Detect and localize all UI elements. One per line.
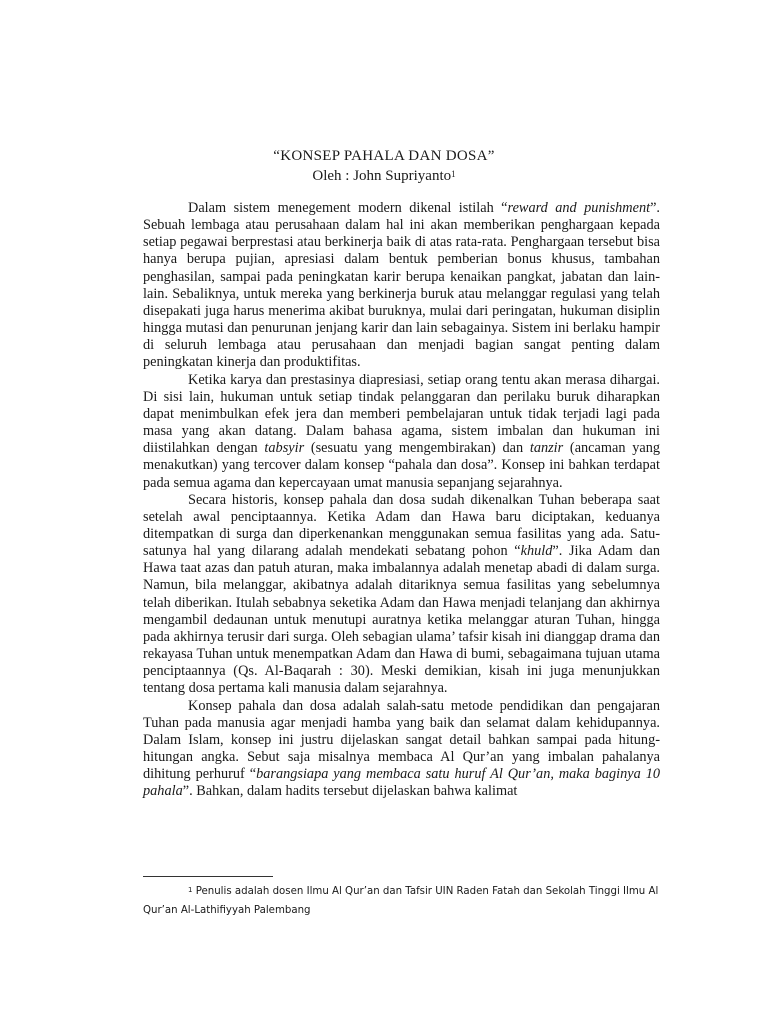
document-title: “KONSEP PAHALA DAN DOSA” xyxy=(273,148,495,164)
author-line xyxy=(0,166,768,186)
paragraph-text: (ancaman yang menakutkan) yang tercover dalam konsep “pahala dan dosa”. Konsep ini bahkan terdapat pada semua agama dan kepercayaan umat manusia sepanjang sejarahnya. xyxy=(143,440,660,491)
paragraph-text: ”. Sebuah lembaga atau perusahaan dalam hal ini akan memberikan penghargaan kepada setiap pegawai berprestasi atau berkinerja baik di atas rata-rata. Penghargaan tersebut bisa hanya berupa pujian, apresiasi dalam bentuk pemberian bonus khusus, tambahan penghasilan, sampai pada peningkatan karir berupa kenaikan pangkat, jabatan dan lain-lain. Sebaliknya, untuk mereka yang berkinerja buruk atau melanggar regulasi yang telah disepakati juga harus menerima akibat buruknya, mulai dari peringatan, hukuman disiplin hingga mutasi dan penurunan jenjang karir dan lain sebagainya. Sistem ini berlaku hampir di seluruh lembaga atau perusahaan dan menjadi bagian sangat penting dalam peningkatan kinerja dan produktifitas. xyxy=(143,200,660,371)
italic-term: reward and punishment xyxy=(507,200,651,216)
italic-term: khuld xyxy=(520,543,553,560)
footnote-line-1 xyxy=(143,882,660,901)
footnote-text-1: Penulis adalah dosen Ilmu Al Qur’an dan Tafsir UIN Raden Fatah dan Sekolah Tinggi Ilmu Al xyxy=(192,886,659,897)
footnote-separator xyxy=(143,876,273,877)
footnote-text-2: Qur’an Al-Lathifiyyah Palembang xyxy=(143,905,311,916)
footnote xyxy=(143,882,660,920)
footnote-reference[interactable]: 1 xyxy=(451,169,456,179)
paragraph-2 xyxy=(143,372,660,492)
paragraph-text: ”. Bahkan, dalam hadits tersebut dijelaskan bahwa kalimat xyxy=(182,783,518,800)
paragraph-1 xyxy=(143,200,660,372)
italic-quote: barangsiapa yang membaca satu huruf Al Qur’an, maka baginya 10 pahala xyxy=(143,766,661,800)
paragraph-4 xyxy=(143,698,660,801)
document-header xyxy=(0,147,768,186)
document-body xyxy=(143,200,660,800)
author-name: Oleh : John Supriyanto xyxy=(312,168,452,184)
paragraph-text: Ketika karya dan prestasinya diapresiasi, setiap orang tentu akan merasa dihargai. Di sisi lain, hukuman untuk setiap tindak pelanggaran dan perilaku buruk diharapkan dapat menimbulkan efek jera dan memberi pembelajaran untuk tidak terjadi lagi pada masa yang akan datang. Dalam bahasa agama, sistem imbalan dan hukuman ini diistilahkan dengan xyxy=(143,371,660,457)
paragraph-text: (sesuatu yang mengembirakan) dan xyxy=(304,440,530,457)
paragraph-text: Konsep pahala dan dosa adalah salah-satu metode pendidikan dan pengajaran Tuhan pada manusia agar menjadi hamba yang baik dan selamat dalam kehidupannya. Dalam Islam, konsep ini justru dijelaskan sangat detail bahkan sampai pada hitung-hitungan angka. Sebut saja misalnya membaca Al Qur’an yang imbalan pahalanya dihitung perhuruf “ xyxy=(143,697,660,783)
paragraph-text: Secara historis, konsep pahala dan dosa sudah dikenalkan Tuhan beberapa saat setelah awal penciptaannya. Ketika Adam dan Hawa baru diciptakan, keduanya ditempatkan di surga dan diperkenankan menggunakan semua fasilitas yang ada. Satu-satunya hal yang dilarang adalah mendekati sebatang pohon “ xyxy=(143,491,660,560)
paragraph-text: Dalam sistem menegement modern dikenal istilah “ xyxy=(188,200,508,216)
footnote-number: 1 xyxy=(188,886,193,894)
paragraph-text: ”. Jika Adam dan Hawa taat azas dan patuh aturan, maka imbalannya adalah menetap abadi di dalam surga. Namun, bila melanggar, akibatnya adalah ditariknya semua fasilitas yang sebelumnya telah diberikan. Itulah sebabnya seketika Adam dan Hawa menjadi telanjang dan akhirnya mengambil dedaunan untuk menutupi auratnya ketika melanggar aturan Tuhan, hingga pada akhirnya terusir dari surga. Oleh sebagian ulama’ tafsir kisah ini dianggap drama dan rekayasa Tuhan untuk menempatkan Adam dan Hawa di bumi, sebagaimana tujuan utama penciptaannya (Qs. Al-Baqarah : 30). Meski demikian, kisah ini juga menunjukkan tentang dosa pertama kali manusia dalam sejarahnya. xyxy=(143,543,661,697)
italic-term: tabsyir xyxy=(264,440,305,457)
italic-term: tanzir xyxy=(529,440,564,457)
paragraph-3 xyxy=(143,492,660,698)
